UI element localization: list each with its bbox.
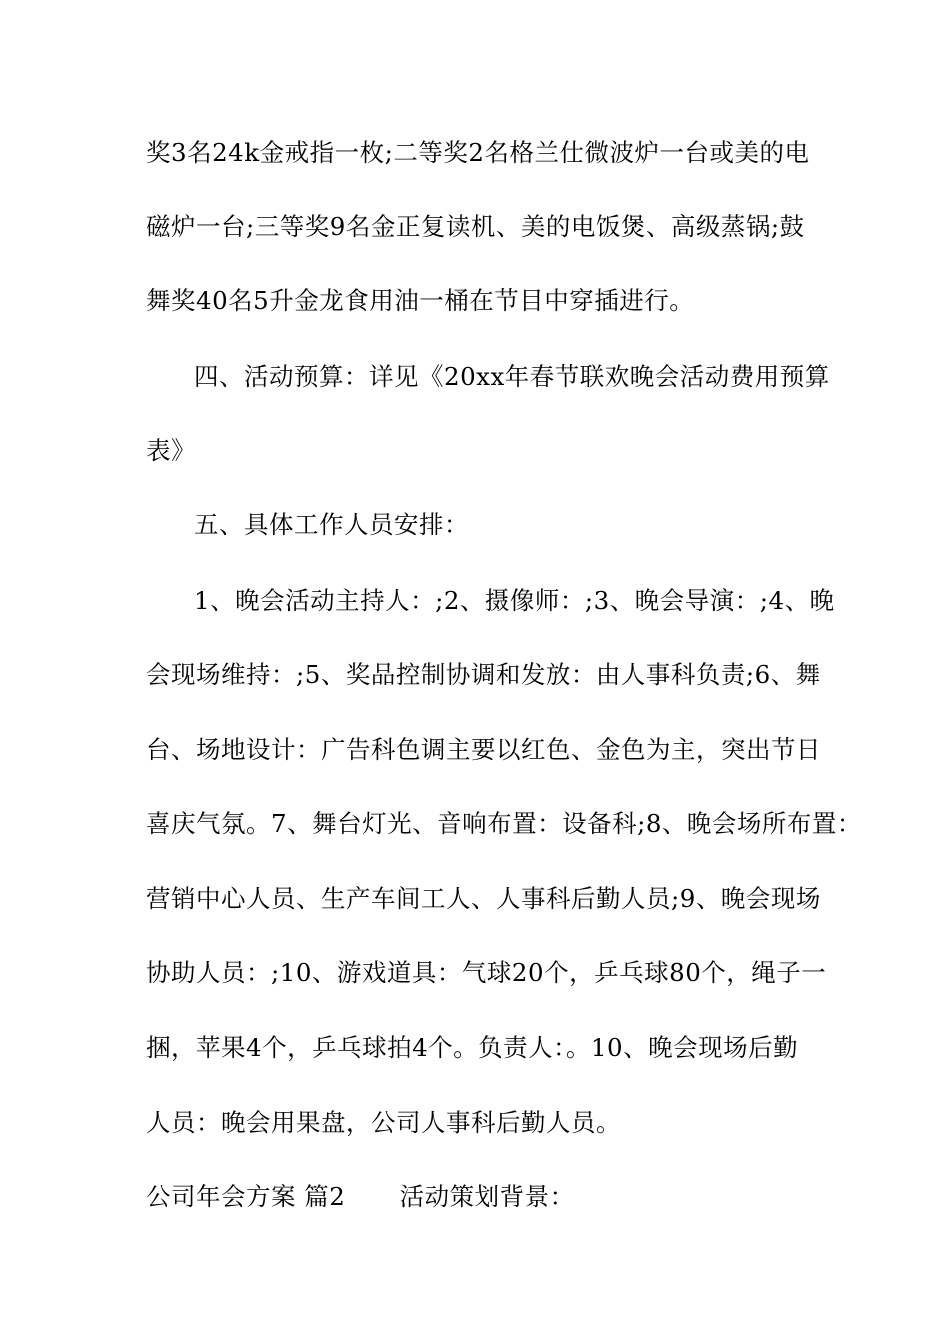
- paragraph-line: 台、场地设计：广告科色调主要以红色、金色为主，突出节日: [146, 735, 821, 764]
- paragraph-line: 表》: [146, 436, 196, 465]
- paragraph-line: 四、活动预算：详见《20xx年春节联欢晚会活动费用预算: [194, 362, 830, 391]
- paragraph-line: 人员：晚会用果盘，公司人事科后勤人员。: [146, 1108, 621, 1137]
- paragraph-line: 奖3名24k金戒指一枚;二等奖2名格兰仕微波炉一台或美的电: [146, 138, 810, 167]
- section-subheading: 活动策划背景：: [399, 1182, 575, 1211]
- section-heading: 公司年会方案 篇2: [146, 1182, 346, 1211]
- paragraph-line: 舞奖40名5升金龙食用油一桶在节目中穿插进行。: [146, 286, 695, 315]
- paragraph-line: 营销中心人员、生产车间工人、人事科后勤人员;9、晚会现场: [146, 884, 821, 913]
- paragraph-line: 五、具体工作人员安排：: [194, 510, 469, 539]
- paragraph-line: 协助人员：;10、游戏道具：气球20个，乒乓球80个，绳子一: [146, 958, 827, 987]
- section-heading-line: [146, 1182, 575, 1212]
- paragraph-line: 会现场维持：;5、奖品控制协调和发放：由人事科负责;6、舞: [146, 660, 821, 689]
- paragraph-line: 1、晚会活动主持人：;2、摄像师：;3、晚会导演：;4、晚: [194, 586, 835, 615]
- paragraph-line: 捆，苹果4个，乒乓球拍4个。负责人：。10、晚会现场后勤: [146, 1033, 799, 1062]
- paragraph-line: 磁炉一台;三等奖9名金正复读机、美的电饭煲、高级蒸锅;鼓: [146, 212, 805, 241]
- paragraph-line: 喜庆气氛。7、舞台灯光、音响布置：设备科;8、晚会场所布置：: [146, 809, 862, 838]
